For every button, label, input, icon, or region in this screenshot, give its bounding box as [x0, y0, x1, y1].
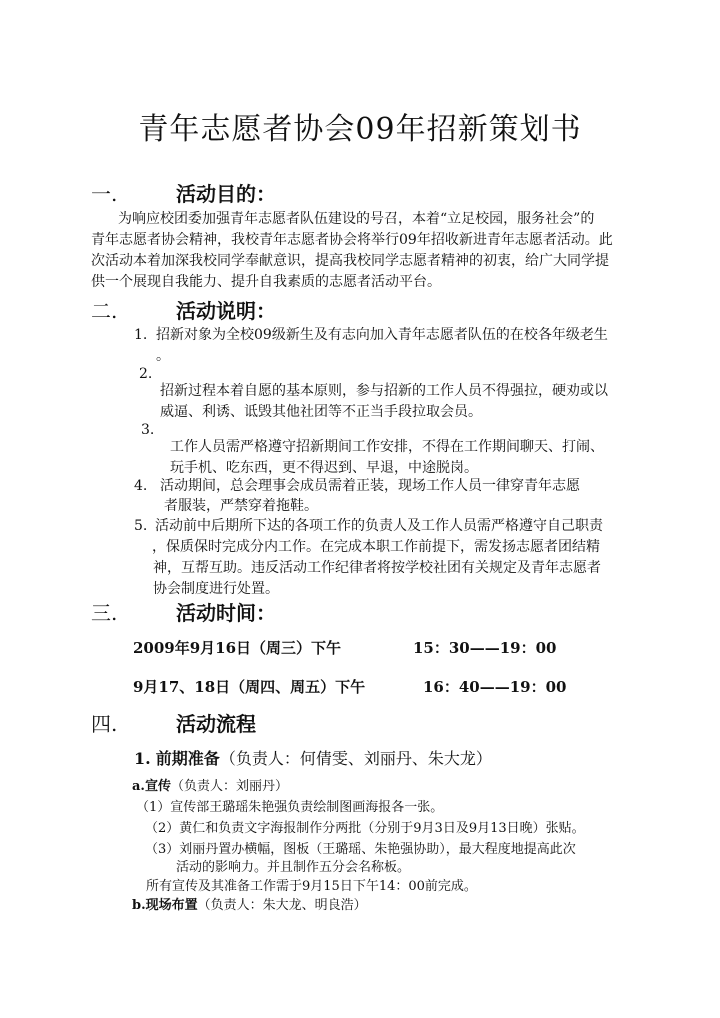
section-1-paragraph-line-4: 供一个展现自我能力、提升自我素质的志愿者活动平台。 — [91, 274, 441, 290]
item-1-number: 1. — [134, 327, 148, 343]
venue-label: b.现场布置 — [132, 898, 198, 913]
section-1-title: 活动目的： — [176, 182, 276, 206]
item-4-line-2: 者服装，严禁穿着拖鞋。 — [164, 498, 318, 514]
venue-heading — [132, 895, 367, 916]
schedule-1-time: 15：30——19：00 — [413, 639, 557, 657]
item-3-line-2: 玩手机、吃东西，更不得迟到、早退，中途脱岗。 — [170, 460, 478, 476]
publicity-line-1: （1）宣传部王璐瑶朱艳强负责绘制图画海报各一张。 — [136, 800, 444, 815]
section-2-title: 活动说明： — [176, 299, 276, 323]
item-2-line-2: 威逼、利诱、诋毁其他社团等不正当手段拉取会员。 — [160, 404, 482, 420]
item-1-line-2: 。 — [156, 348, 170, 364]
publicity-line-2: （2）黄仁和负责文字海报制作分两批（分别于9月3日及9月13日晚）张贴。 — [145, 821, 585, 836]
section-2-number: 二. — [91, 299, 118, 323]
prep-label: 前期准备 — [155, 749, 220, 768]
publicity-heading — [132, 776, 288, 797]
prep-heading — [134, 746, 492, 769]
section-1-paragraph-line-2: 青年志愿者协会精神，我校青年志愿者协会将举行09年招收新进青年志愿者活动。此 — [91, 232, 613, 248]
publicity-deadline: 所有宣传及其准备工作需于9月15日下午14：00前完成。 — [146, 879, 477, 894]
section-4-title: 活动流程 — [176, 712, 256, 736]
section-3-title: 活动时间： — [176, 601, 276, 625]
section-1-paragraph-line-1: 为响应校团委加强青年志愿者队伍建设的号召，本着“立足校园，服务社会”的 — [118, 211, 595, 227]
publicity-line-4: 活动的影响力。并且制作五分会名称板。 — [176, 860, 411, 875]
item-5-number: 5. — [134, 518, 148, 534]
item-2-line-1: 招新过程本着自愿的基本原则，参与招新的工作人员不得强拉，硬劝或以 — [160, 383, 608, 399]
item-5-line-4: 协会制度进行处置。 — [153, 581, 279, 597]
item-5-line-2: ，保质保时完成分内工作。在完成本职工作前提下，需发扬志愿者团结精 — [152, 539, 600, 555]
venue-responsible: （负责人：朱大龙、明良浩） — [197, 898, 367, 913]
publicity-line-3: （3）刘丽丹置办横幅，图板（王璐瑶、朱艳强协助），最大程度地提高此次 — [145, 842, 576, 857]
prep-responsible: （负责人：何倩雯、刘丽丹、朱大龙） — [219, 749, 492, 768]
publicity-label: a.宣传 — [132, 779, 171, 794]
schedule-2-time: 16：40——19：00 — [423, 678, 567, 696]
item-4-number: 4. — [134, 478, 148, 494]
section-4-number: 四. — [91, 712, 118, 736]
prep-number: 1. — [134, 749, 151, 768]
item-2-number: 2. — [139, 366, 153, 382]
item-4-line-1: 活动期间，总会理事会成员需着正装，现场工作人员一律穿青年志愿 — [160, 478, 580, 494]
item-5-line-3: 神，互帮互助。违反活动工作纪律者将按学校社团有关规定及青年志愿者 — [153, 560, 601, 576]
publicity-responsible: （负责人：刘丽丹） — [170, 779, 288, 794]
item-1-line-1: 招新对象为全校09级新生及有志向加入青年志愿者队伍的在校各年级老生 — [156, 327, 608, 343]
section-1-paragraph-line-3: 次活动本着加深我校同学奉献意识，提高我校同学志愿者精神的初衷，给广大同学提 — [91, 253, 609, 269]
item-3-number: 3. — [141, 422, 155, 438]
section-1-number: 一. — [91, 182, 118, 206]
item-5-line-1: 活动前中后期所下达的各项工作的负责人及工作人员需严格遵守自己职责 — [155, 518, 603, 534]
schedule-2-date: 9月17、18日（周四、周五）下午 — [133, 678, 366, 696]
section-3-number: 三. — [91, 601, 118, 625]
item-3-line-1: 工作人员需严格遵守招新期间工作安排，不得在工作期间聊天、打闹、 — [170, 439, 604, 455]
schedule-1-date: 2009年9月16日（周三）下午 — [133, 639, 342, 657]
document-title: 青年志愿者协会09年招新策划书 — [138, 112, 582, 147]
